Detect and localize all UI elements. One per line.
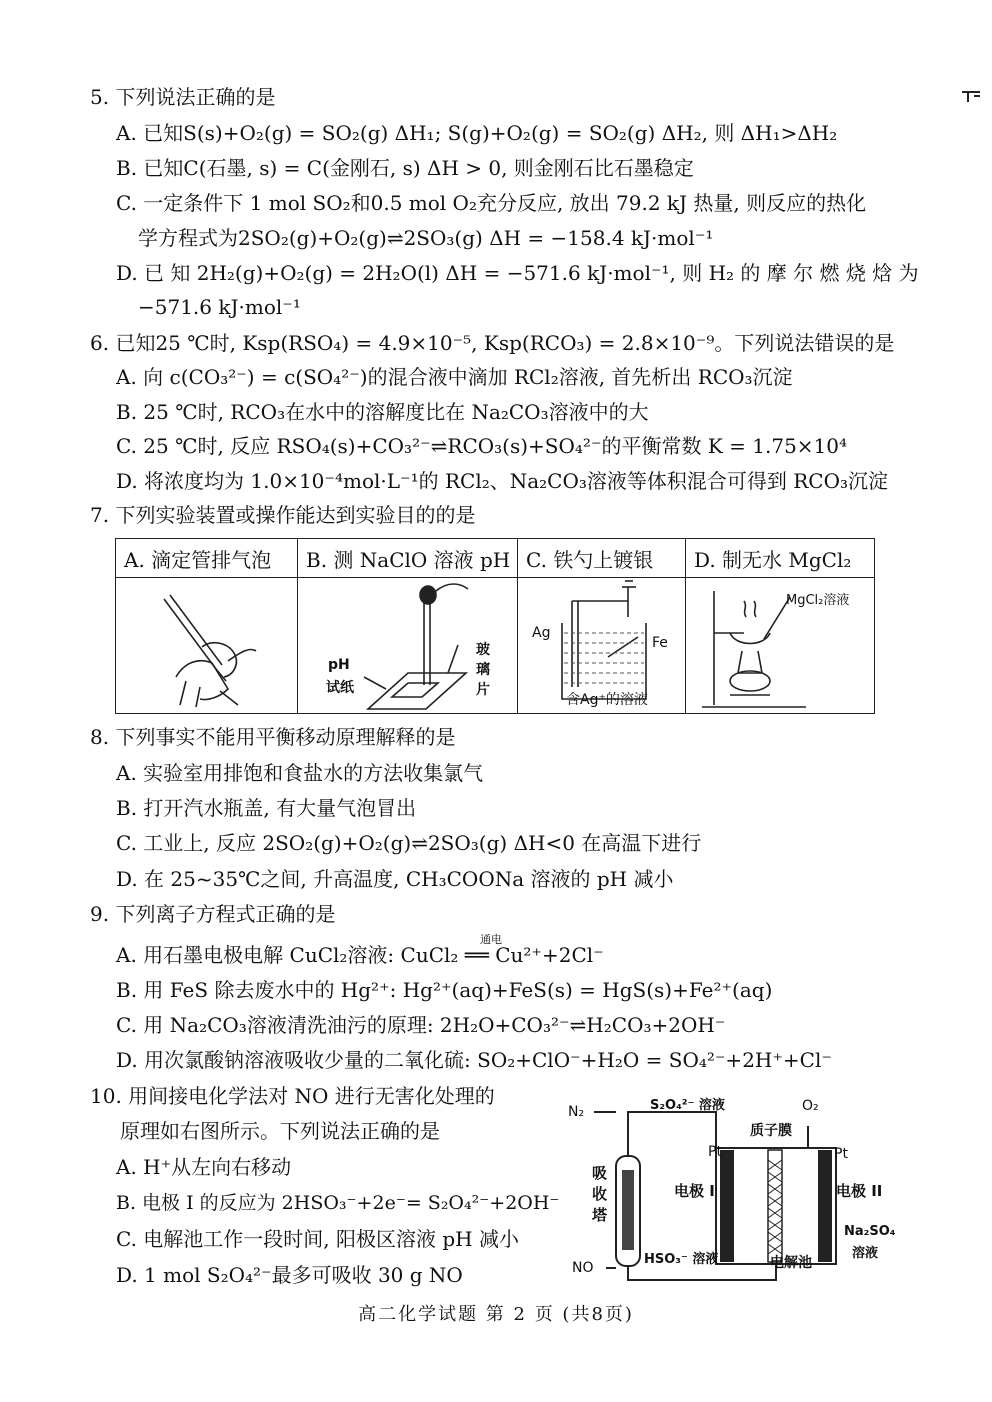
q9-option-b: B. 用 FeS 除去废水中的 Hg²⁺: Hg²⁺(aq)+FeS(s) = HgS(s)+Fe²⁺(aq) [116, 978, 773, 1002]
q7-header-d: D. 制无水 MgCl₂ [694, 548, 852, 572]
q10-option-c: C. 电解池工作一段时间, 阳极区溶液 pH 减小 [116, 1227, 519, 1251]
q5-stem: 5. 下列说法正确的是 [90, 85, 276, 109]
q9-option-a: A. 用石墨电极电解 CuCl₂溶液: CuCl₂ ══ Cu²⁺+2Cl⁻ [116, 943, 604, 967]
fe-electrode-label: Fe [652, 635, 668, 651]
q7-header-a: A. 滴定管排气泡 [124, 548, 272, 572]
q10-option-a: A. H⁺从左向右移动 [116, 1155, 292, 1179]
page-footer: 高二化学试题 第 2 页 (共8页) [358, 1304, 634, 1325]
q7-table [115, 538, 875, 714]
q7-header-c: C. 铁勺上镀银 [526, 548, 654, 572]
electrolysis-diagram [566, 1090, 906, 1286]
burette-hand-icon [116, 577, 296, 713]
q7-header-b: B. 测 NaClO 溶液 pH [306, 548, 511, 572]
glass-label-3: 片 [476, 682, 490, 698]
q10-option-d: D. 1 mol S₂O₄²⁻最多可吸收 30 g NO [116, 1263, 463, 1287]
q6-option-d: D. 将浓度均为 1.0×10⁻⁴mol·L⁻¹的 RCl₂、Na₂CO₃溶液等体积混合可得到 RCO₃沉淀 [116, 469, 889, 493]
q10-stem-line2: 原理如右图所示。下列说法正确的是 [120, 1119, 440, 1143]
q5-option-d-line1: D. 已 知 2H₂(g)+O₂(g) = 2H₂O(l) ΔH = −571.6 kJ·mol⁻¹, 则 H₂ 的 摩 尔 燃 烧 焓 为 [116, 261, 919, 285]
q9-option-c: C. 用 Na₂CO₃溶液清洗油污的原理: 2H₂O+CO₃²⁻⇌H₂CO₃+2OH⁻ [116, 1013, 726, 1037]
n2-label: N₂ [568, 1104, 585, 1120]
q9-stem: 9. 下列离子方程式正确的是 [90, 902, 336, 926]
q5-option-c-line1: C. 一定条件下 1 mol SO₂和0.5 mol O₂充分反应, 放出 79.2 kJ 热量, 则反应的热化 [116, 191, 867, 215]
glass-label-1: 玻 [476, 642, 490, 658]
na2so4-label-2: 溶液 [852, 1246, 879, 1261]
q5-option-d-line2: −571.6 kJ·mol⁻¹ [138, 295, 301, 319]
q6-option-b: B. 25 ℃时, RCO₃在水中的溶解度比在 Na₂CO₃溶液中的大 [116, 400, 649, 424]
proton-membrane-label: 质子膜 [750, 1123, 792, 1139]
q7-cell-a [116, 539, 298, 713]
q5-option-c-line2: 学方程式为2SO₂(g)+O₂(g)⇌2SO₃(g) ΔH = −158.4 kJ·mol⁻¹ [138, 226, 714, 250]
no-label: NO [572, 1260, 594, 1276]
q8-stem: 8. 下列事实不能用平衡移动原理解释的是 [90, 725, 456, 749]
q7-cell-b [298, 539, 518, 713]
hso3-solution-label: HSO₃⁻ 溶液 [644, 1252, 719, 1267]
q6-option-c: C. 25 ℃时, 反应 RSO₄(s)+CO₃²⁻⇌RCO₃(s)+SO₄²⁻的平衡常数 K = 1.75×10⁴ [116, 434, 848, 458]
q7-stem: 7. 下列实验装置或操作能达到实验目的的是 [90, 503, 476, 527]
ph-paper-label: 试纸 [326, 680, 354, 696]
electrode-2-label: 电极 II [836, 1182, 883, 1200]
ag-solution-label: 含Ag⁺的溶液 [566, 692, 648, 708]
tower-label-3: 塔 [592, 1206, 608, 1224]
q6-option-a: A. 向 c(CO₃²⁻) = c(SO₄²⁻)的混合液中滴加 RCl₂溶液, 首先析出 RCO₃沉淀 [116, 365, 793, 389]
tower-label-1: 吸 [592, 1164, 608, 1182]
glass-label-2: 璃 [476, 662, 490, 678]
o2-label: O₂ [802, 1098, 819, 1114]
q10-option-b: B. 电极 I 的反应为 2HSO₃⁻+2e⁻= S₂O₄²⁻+2OH⁻ [116, 1192, 560, 1214]
q5-option-b: B. 已知C(石墨, s) = C(金刚石, s) ΔH > 0, 则金刚石比石墨稳定 [116, 156, 694, 180]
q8-option-b: B. 打开汽水瓶盖, 有大量气泡冒出 [116, 796, 417, 820]
q7-cell-c [518, 539, 686, 713]
na2so4-label-1: Na₂SO₄ [844, 1224, 896, 1239]
q10-stem-line1: 10. 用间接电化学法对 NO 进行无害化处理的 [90, 1084, 495, 1108]
ag-electrode-label: Ag [532, 625, 551, 641]
electrolytic-cell-label: 电解池 [770, 1255, 812, 1271]
pt-right-label: Pt [834, 1146, 848, 1162]
pt-left-label: Pt [708, 1144, 722, 1160]
corner-mark-icon [960, 88, 982, 104]
q9-electrolysis-condition: 通电 [480, 933, 502, 946]
q9-option-d: D. 用次氯酸钠溶液吸收少量的二氧化硫: SO₂+ClO⁻+H₂O = SO₄²⁻+2H⁺+Cl⁻ [116, 1048, 832, 1072]
q5-option-a: A. 已知S(s)+O₂(g) = SO₂(g) ΔH₁; S(g)+O₂(g) = SO₂(g) ΔH₂, 则 ΔH₁>ΔH₂ [116, 121, 838, 145]
ph-label: pH [328, 657, 350, 673]
tower-label-2: 收 [592, 1185, 608, 1203]
s2o4-solution-label: S₂O₄²⁻ 溶液 [650, 1098, 725, 1113]
mgcl2-solution-label: MgCl₂溶液 [786, 593, 850, 608]
q8-option-a: A. 实验室用排饱和食盐水的方法收集氯气 [116, 761, 484, 785]
q8-option-c: C. 工业上, 反应 2SO₂(g)+O₂(g)⇌2SO₃(g) ΔH<0 在高温下进行 [116, 831, 702, 855]
q8-option-d: D. 在 25~35℃之间, 升高温度, CH₃COONa 溶液的 pH 减小 [116, 867, 674, 891]
q6-stem: 6. 已知25 ℃时, Ksp(RSO₄) = 4.9×10⁻⁵, Ksp(RCO₃) = 2.8×10⁻⁹。下列说法错误的是 [90, 331, 895, 355]
q7-cell-d [686, 539, 874, 713]
electrode-1-label: 电极 I [674, 1182, 715, 1200]
